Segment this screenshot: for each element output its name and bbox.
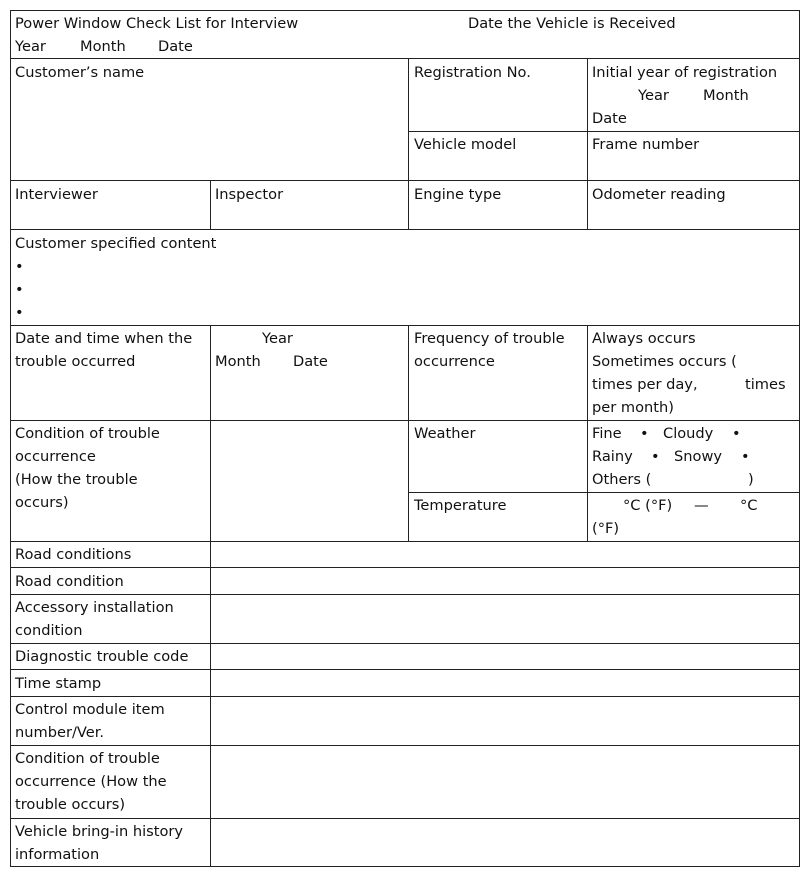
grid-line	[10, 866, 800, 867]
grid-line	[409, 492, 800, 493]
condition-label: Condition of trouble	[15, 425, 160, 442]
form-title: Power Window Check List for Interview	[15, 15, 299, 32]
trouble-time-label: trouble occurred	[15, 353, 136, 370]
grid-line	[10, 420, 800, 421]
trouble-month-label: Month	[215, 353, 261, 370]
grid-line	[409, 131, 800, 132]
header-date-label: Date	[158, 38, 193, 55]
grid-line	[587, 325, 588, 542]
grid-line	[10, 643, 800, 644]
condition2-label: Condition of trouble	[15, 750, 160, 767]
date-received-label: Date the Vehicle is Received	[468, 15, 676, 32]
grid-line	[10, 325, 800, 326]
condition2-label: occurrence (How the	[15, 773, 167, 790]
customer-content-label: Customer specified content	[15, 235, 217, 252]
temperature-dash: —	[694, 497, 709, 514]
grid-line	[10, 229, 800, 230]
grid-line	[10, 10, 11, 867]
weather-option: Fine	[592, 425, 622, 442]
grid-line	[10, 745, 800, 746]
engine-type-label: Engine type	[414, 186, 502, 203]
condition-label: occurrence	[15, 448, 96, 465]
header-year-label: Year	[15, 38, 46, 55]
trouble-year-label: Year	[262, 330, 293, 347]
trouble-time-label: Date and time when the	[15, 330, 193, 347]
odometer-label: Odometer reading	[592, 186, 726, 203]
bullet-item: •	[15, 258, 24, 275]
vehicle-model-label: Vehicle model	[414, 136, 517, 153]
bullet-item: •	[15, 281, 24, 298]
grid-line	[408, 325, 409, 542]
temperature-label: Temperature	[414, 497, 507, 514]
bullet-item: •	[15, 304, 24, 321]
header-month-label: Month	[80, 38, 126, 55]
grid-line	[10, 180, 800, 181]
dtc-label: Diagnostic trouble code	[15, 648, 189, 665]
accessory-label: condition	[15, 622, 83, 639]
grid-line	[10, 541, 800, 542]
grid-line	[10, 669, 800, 670]
grid-line	[10, 696, 800, 697]
grid-line	[587, 58, 588, 230]
frequency-option: Sometimes occurs (	[592, 353, 737, 370]
registration-no-label: Registration No.	[414, 64, 531, 81]
weather-bullet: •	[732, 425, 741, 442]
accessory-label: Accessory installation	[15, 599, 174, 616]
weather-option: )	[748, 471, 754, 488]
frequency-option: times	[745, 376, 786, 393]
grid-line	[10, 594, 800, 595]
initial-registration-year: Year	[638, 87, 669, 104]
grid-line	[10, 818, 800, 819]
frequency-option: per month)	[592, 399, 674, 416]
grid-line	[408, 58, 409, 230]
history-label: information	[15, 846, 100, 863]
control-module-label: number/Ver.	[15, 724, 105, 741]
interviewer-label: Interviewer	[15, 186, 98, 203]
initial-registration-label: Initial year of registration	[592, 64, 778, 81]
weather-bullet: •	[741, 448, 750, 465]
weather-bullet: •	[640, 425, 649, 442]
weather-option: Rainy	[592, 448, 633, 465]
road-condition-label: Road condition	[15, 573, 124, 590]
grid-line	[10, 10, 800, 11]
customer-name-label: Customer’s name	[15, 64, 145, 81]
frame-number-label: Frame number	[592, 136, 700, 153]
control-module-label: Control module item	[15, 701, 165, 718]
weather-bullet: •	[651, 448, 660, 465]
temperature-value: (°F)	[592, 520, 620, 537]
temperature-value: °C (°F)	[623, 497, 673, 514]
weather-option: Snowy	[674, 448, 723, 465]
grid-line	[10, 58, 800, 59]
grid-line	[799, 10, 800, 867]
initial-registration-date: Date	[592, 110, 627, 127]
condition-label: (How the trouble	[15, 471, 138, 488]
frequency-option: times per day,	[592, 376, 698, 393]
road-conditions-label: Road conditions	[15, 546, 132, 563]
frequency-label: Frequency of trouble	[414, 330, 565, 347]
condition2-label: trouble occurs)	[15, 796, 126, 813]
weather-option: Others (	[592, 471, 652, 488]
temperature-value: °C	[740, 497, 758, 514]
frequency-option: Always occurs	[592, 330, 696, 347]
grid-line	[10, 567, 800, 568]
grid-line	[210, 325, 211, 867]
trouble-date-label: Date	[293, 353, 328, 370]
history-label: Vehicle bring-in history	[15, 823, 184, 840]
weather-option: Cloudy	[663, 425, 714, 442]
weather-label: Weather	[414, 425, 476, 442]
inspector-label: Inspector	[215, 186, 284, 203]
time-stamp-label: Time stamp	[15, 675, 102, 692]
grid-line	[210, 180, 211, 230]
initial-registration-month: Month	[703, 87, 749, 104]
condition-label: occurs)	[15, 494, 69, 511]
frequency-label: occurrence	[414, 353, 495, 370]
